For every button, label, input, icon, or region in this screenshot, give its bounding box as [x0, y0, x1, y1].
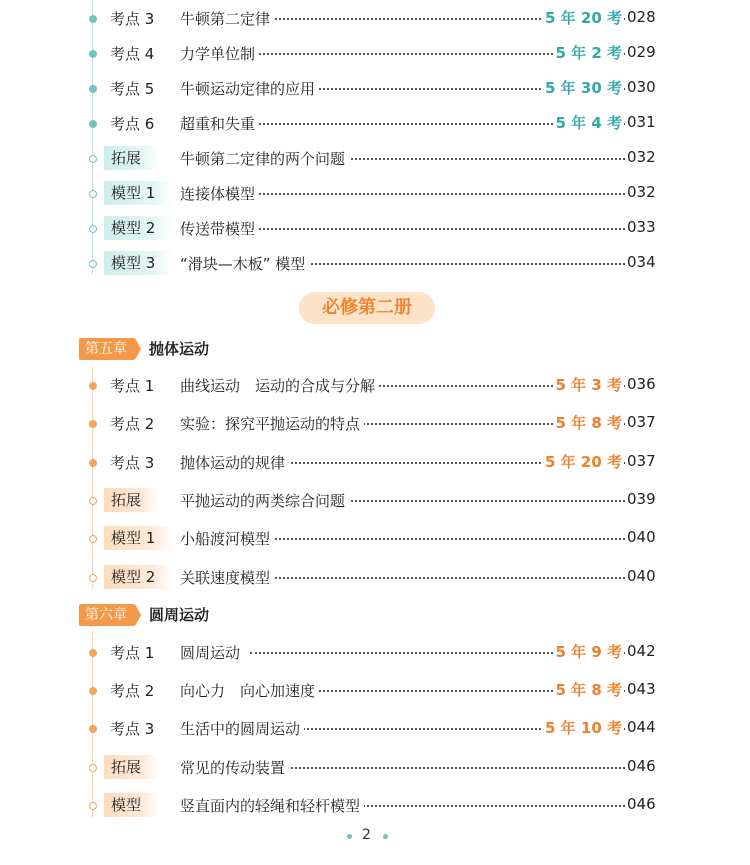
bullet-ring-icon	[89, 155, 97, 163]
entry-page: 046	[627, 795, 656, 813]
toc-entry[interactable]	[0, 565, 750, 595]
entry-page: 031	[627, 113, 656, 131]
entry-tag: 模型 1	[104, 181, 173, 205]
entry-page: 034	[627, 253, 656, 271]
dot-leader	[250, 228, 625, 230]
entry-label: 考点 3	[110, 10, 155, 28]
page-footer	[0, 827, 750, 847]
page-number: 2	[362, 827, 371, 843]
entry-label: 考点 4	[110, 45, 155, 63]
bullet-dot-icon	[89, 15, 97, 23]
entry-title: 牛顿运动定律的应用	[180, 78, 319, 99]
exam-frequency: 5 年 8 考	[555, 681, 622, 699]
bullet-ring-icon	[89, 190, 97, 198]
toc-entry[interactable]	[0, 216, 750, 246]
entry-title: 常见的传动装置	[180, 757, 289, 778]
dot-leader	[250, 538, 625, 540]
toc-entry[interactable]	[0, 251, 750, 281]
bullet-ring-icon	[89, 260, 97, 268]
entry-page: 043	[627, 680, 656, 698]
entry-page: 040	[627, 528, 656, 546]
entry-tag: 模型 1	[104, 526, 173, 550]
entry-title: 竖直面内的轻绳和轻杆模型	[180, 795, 364, 816]
exam-frequency: 5 年 4 考	[555, 114, 622, 132]
dot-leader	[250, 767, 625, 769]
entry-page: 037	[627, 413, 656, 431]
exam-frequency: 5 年 20 考	[545, 9, 622, 27]
entry-title: 牛顿第二定律的两个问题	[180, 148, 349, 169]
toc-entry[interactable]	[0, 640, 750, 670]
entry-tag: 拓展	[104, 488, 159, 512]
toc-entry[interactable]	[0, 526, 750, 556]
toc-entry[interactable]	[0, 678, 750, 708]
bullet-ring-icon	[89, 497, 97, 505]
entry-title: 实验：探究平抛运动的特点	[180, 413, 364, 434]
entry-tag: 模型 2	[104, 216, 173, 240]
entry-page: 046	[627, 757, 656, 775]
entry-tag: 模型	[104, 793, 159, 817]
footer-dot-icon	[347, 834, 352, 839]
bullet-dot-icon	[89, 649, 97, 657]
entry-page: 044	[627, 718, 656, 736]
toc-entry[interactable]	[0, 488, 750, 518]
entry-page: 037	[627, 452, 656, 470]
toc-entry[interactable]	[0, 755, 750, 785]
entry-page: 030	[627, 78, 656, 96]
bullet-ring-icon	[89, 802, 97, 810]
dot-leader	[250, 577, 625, 579]
entry-label: 考点 1	[110, 377, 155, 395]
entry-tag: 拓展	[104, 755, 159, 779]
bullet-dot-icon	[89, 459, 97, 467]
toc-entry[interactable]	[0, 76, 750, 106]
toc-entry[interactable]	[0, 41, 750, 71]
bullet-dot-icon	[89, 382, 97, 390]
entry-tag: 拓展	[104, 146, 159, 170]
entry-label: 考点 2	[110, 415, 155, 433]
entry-title: 牛顿第二定律	[180, 8, 274, 29]
entry-page: 033	[627, 218, 656, 236]
entry-title: 曲线运动 运动的合成与分解	[180, 375, 379, 396]
exam-frequency: 5 年 2 考	[555, 44, 622, 62]
chapter-title: 圆周运动	[149, 606, 210, 624]
bullet-dot-icon	[89, 120, 97, 128]
bullet-ring-icon	[89, 764, 97, 772]
chapter-title: 抛体运动	[149, 340, 210, 358]
bullet-ring-icon	[89, 225, 97, 233]
entry-page: 039	[627, 490, 656, 508]
entry-tag: 模型 3	[104, 251, 173, 275]
toc-entry[interactable]	[0, 716, 750, 746]
bullet-dot-icon	[89, 725, 97, 733]
toc-entry[interactable]	[0, 146, 750, 176]
exam-frequency: 5 年 9 考	[555, 643, 622, 661]
entry-page: 028	[627, 8, 656, 26]
entry-title: 抛体运动的规律	[180, 452, 289, 473]
entry-title: 超重和失重	[180, 113, 259, 134]
entry-page: 042	[627, 642, 656, 660]
exam-frequency: 5 年 3 考	[555, 376, 622, 394]
entry-label: 考点 1	[110, 644, 155, 662]
entry-page: 036	[627, 375, 656, 393]
entry-title: 传送带模型	[180, 218, 259, 239]
volume-heading: 必修第二册	[299, 292, 435, 324]
entry-label: 考点 3	[110, 720, 155, 738]
toc-entry[interactable]	[0, 793, 750, 823]
bullet-dot-icon	[89, 420, 97, 428]
bullet-ring-icon	[89, 535, 97, 543]
entry-title: “滑块—木板” 模型	[180, 253, 309, 274]
toc-entry[interactable]	[0, 450, 750, 480]
bullet-dot-icon	[89, 85, 97, 93]
chapter-badge: 第六章	[79, 604, 135, 626]
entry-title: 小船渡河模型	[180, 528, 274, 549]
footer-dot-icon	[383, 834, 388, 839]
toc-entry[interactable]	[0, 181, 750, 211]
bullet-dot-icon	[89, 687, 97, 695]
entry-label: 考点 5	[110, 80, 155, 98]
exam-frequency: 5 年 8 考	[555, 414, 622, 432]
exam-frequency: 5 年 10 考	[545, 719, 622, 737]
toc-entry[interactable]	[0, 373, 750, 403]
toc-entry[interactable]	[0, 111, 750, 141]
entry-title: 连接体模型	[180, 183, 259, 204]
entry-label: 考点 6	[110, 115, 155, 133]
entry-label: 考点 2	[110, 682, 155, 700]
entry-page: 032	[627, 148, 656, 166]
entry-title: 平抛运动的两类综合问题	[180, 490, 349, 511]
entry-page: 032	[627, 183, 656, 201]
entry-page: 040	[627, 567, 656, 585]
chapter-badge: 第五章	[79, 338, 135, 360]
bullet-dot-icon	[89, 50, 97, 58]
bullet-ring-icon	[89, 574, 97, 582]
entry-title: 力学单位制	[180, 43, 259, 64]
dot-leader	[250, 193, 625, 195]
entry-title: 向心力 向心加速度	[180, 680, 319, 701]
exam-frequency: 5 年 30 考	[545, 79, 622, 97]
entry-tag: 模型 2	[104, 565, 173, 589]
entry-title: 生活中的圆周运动	[180, 718, 304, 739]
entry-label: 考点 3	[110, 454, 155, 472]
entry-page: 029	[627, 43, 656, 61]
entry-title: 圆周运动	[180, 642, 244, 663]
entry-title: 关联速度模型	[180, 567, 274, 588]
exam-frequency: 5 年 20 考	[545, 453, 622, 471]
toc-entry[interactable]	[0, 6, 750, 36]
toc-entry[interactable]	[0, 411, 750, 441]
